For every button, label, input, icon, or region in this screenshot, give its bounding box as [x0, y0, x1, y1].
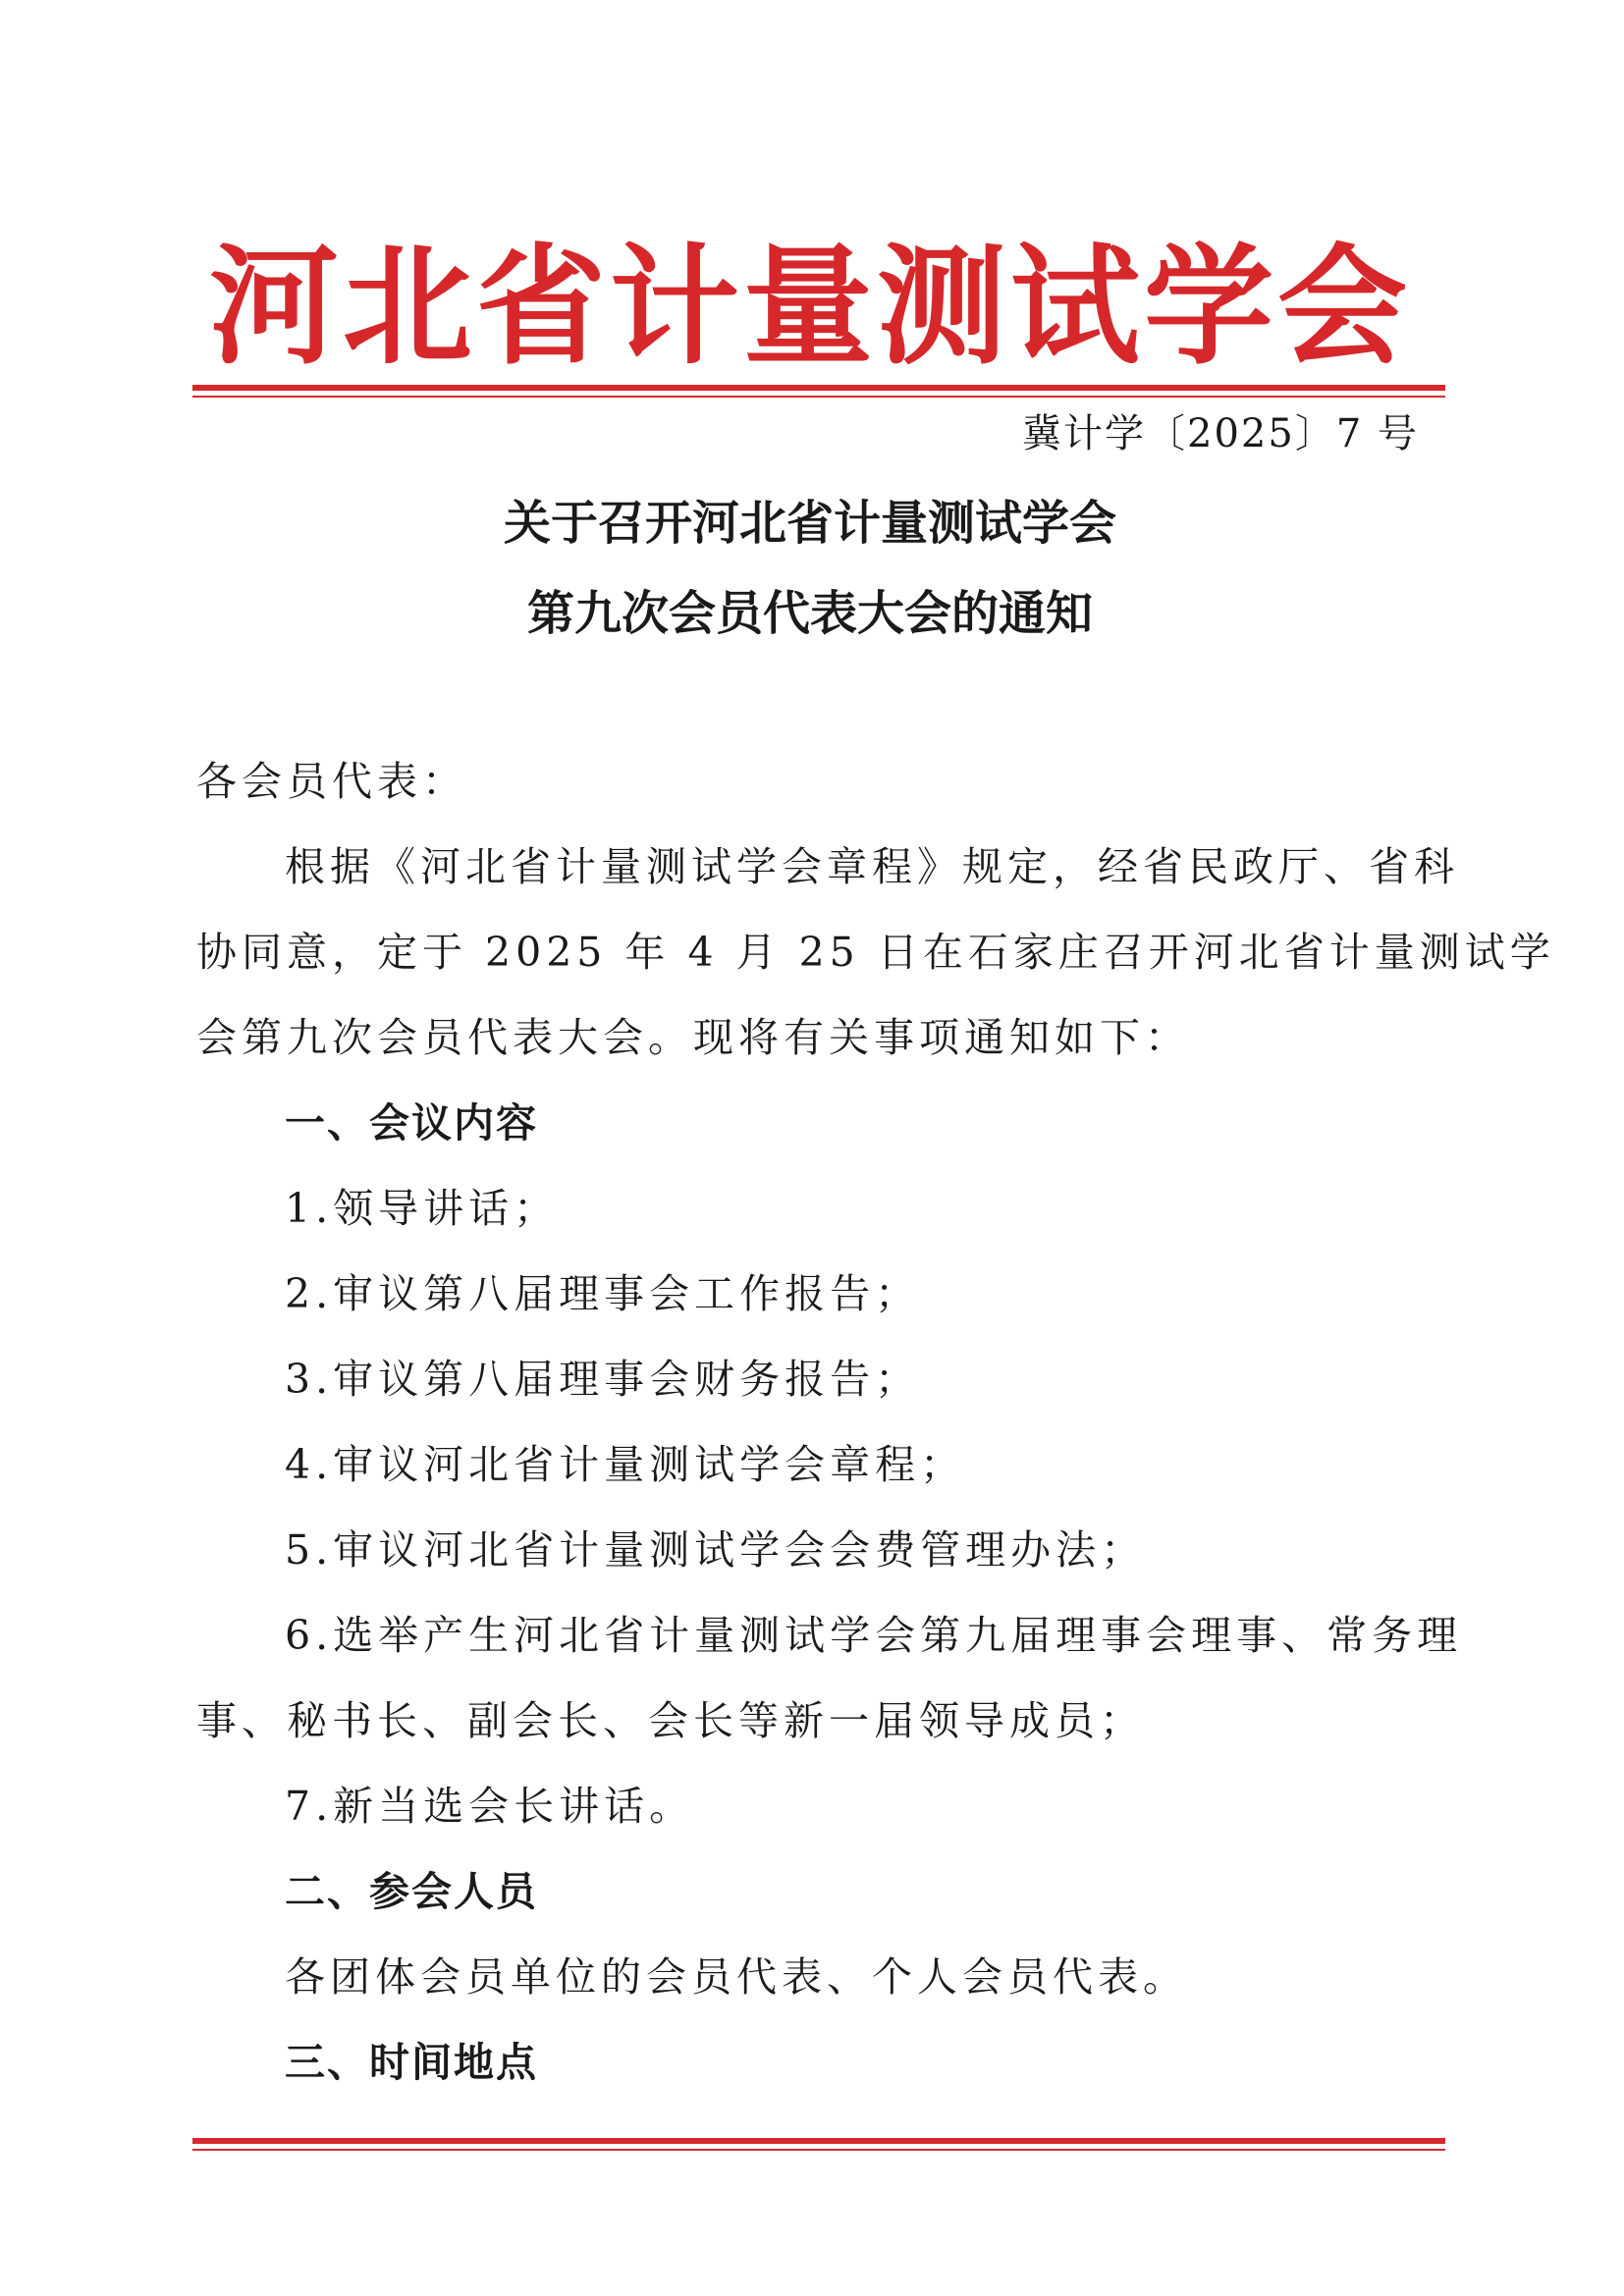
intro-paragraph-line: 会第九次会员代表大会。现将有关事项通知如下：	[196, 1014, 1190, 1061]
footer-rule-thin	[192, 2149, 1445, 2151]
footer-rule-thick	[192, 2138, 1445, 2144]
organization-letterhead: 河北省计量测试学会	[209, 231, 1411, 383]
salutation: 各会员代表：	[196, 758, 467, 805]
agenda-item-continuation: 事、秘书长、副会长、会长等新一届领导成员；	[196, 1697, 1145, 1744]
agenda-item: 3.审议第八届理事会财务报告；	[285, 1356, 921, 1403]
agenda-item: 5.审议河北省计量测试学会会费管理办法；	[285, 1526, 1147, 1574]
agenda-item: 2.审议第八届理事会工作报告；	[285, 1270, 921, 1317]
document-number: 冀计学〔2025〕7 号	[1022, 411, 1419, 456]
agenda-item: 1.领导讲话；	[285, 1185, 560, 1232]
attendees-text: 各团体会员单位的会员代表、个人会员代表。	[285, 1953, 1188, 2001]
document-title-line-1: 关于召开河北省计量测试学会	[503, 496, 1116, 551]
section-heading-meeting-content: 一、会议内容	[285, 1099, 538, 1147]
intro-paragraph-line: 根据《河北省计量测试学会章程》规定，经省民政厅、省科	[285, 843, 1459, 890]
header-rule-thick	[192, 385, 1445, 391]
agenda-item: 6.选举产生河北省计量测试学会第九届理事会理事、常务理	[285, 1612, 1463, 1659]
section-heading-attendees: 二、参会人员	[285, 1868, 538, 1915]
header-rule-thin	[192, 396, 1445, 398]
section-heading-time-place: 三、时间地点	[285, 2039, 538, 2086]
agenda-item: 7.新当选会长讲话。	[285, 1783, 695, 1830]
agenda-item: 4.审议河北省计量测试学会章程；	[285, 1441, 966, 1488]
document-title-line-2: 第九次会员代表大会的通知	[526, 586, 1093, 641]
intro-paragraph-line: 协同意，定于 2025 年 4 月 25 日在石家庄召开河北省计量测试学	[196, 929, 1555, 976]
